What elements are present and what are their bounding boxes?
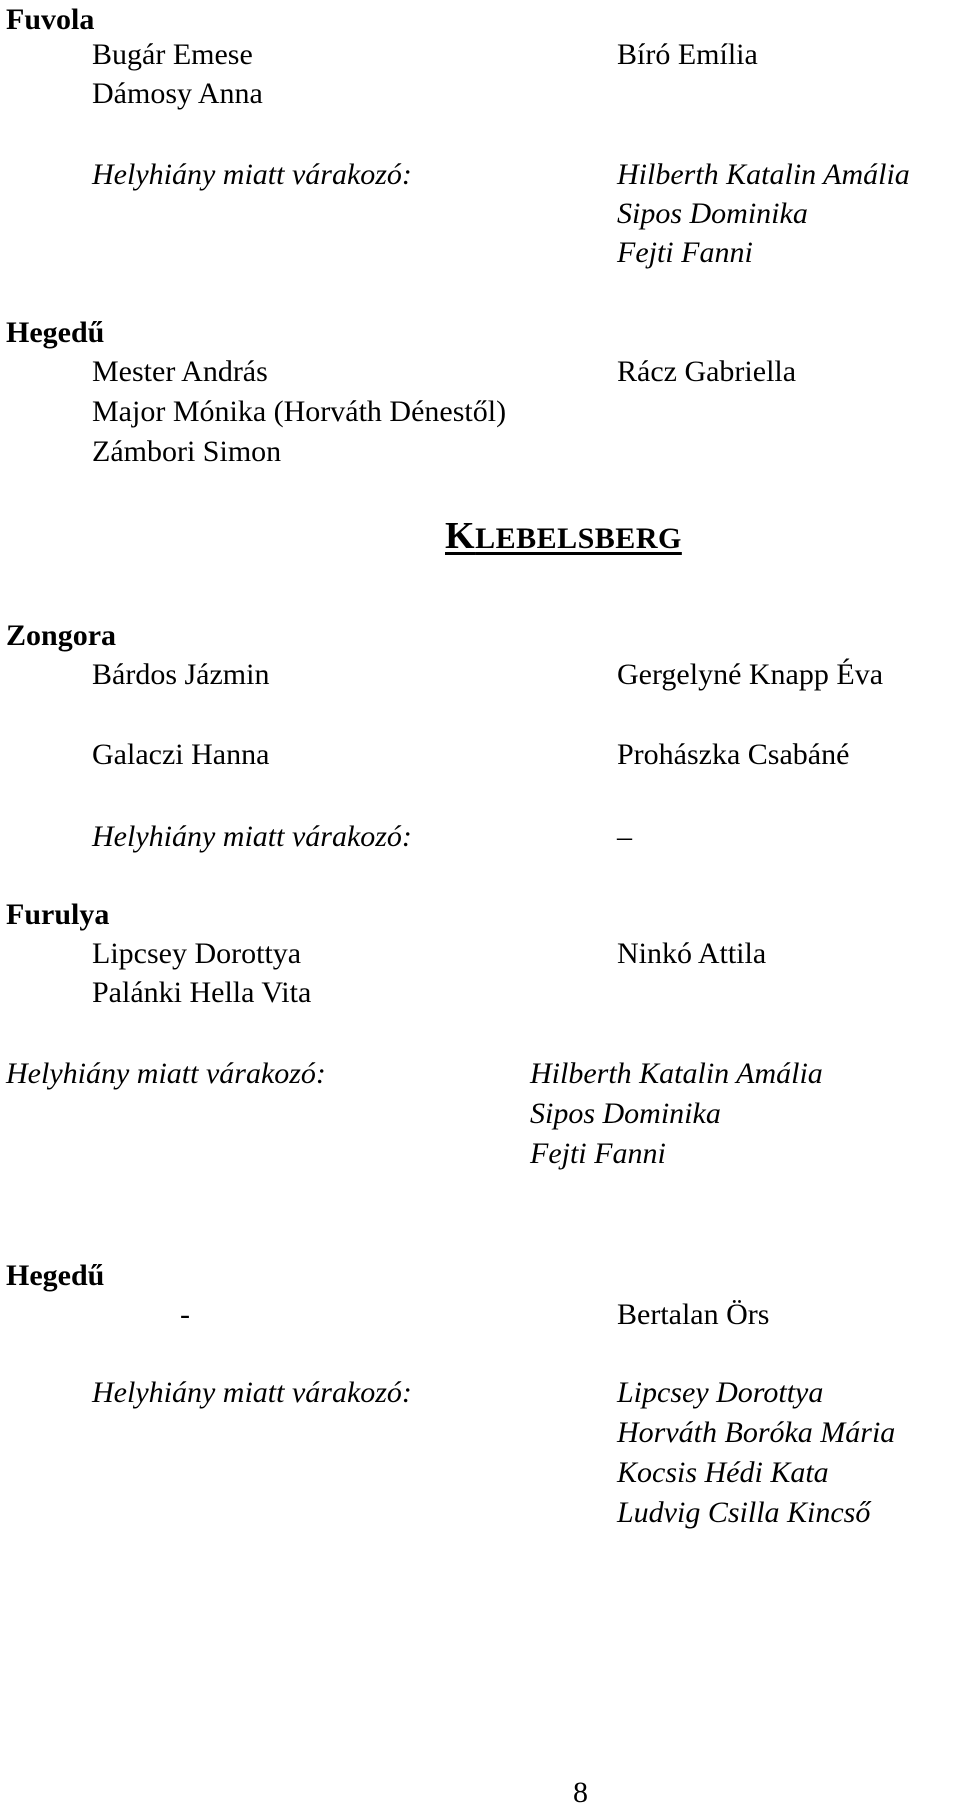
page-number: 8	[573, 1776, 588, 1809]
furulya-waiting-name: Sipos Dominika	[530, 1097, 721, 1130]
zongora-waiting-value: –	[617, 820, 632, 853]
fuvola-waiting-name: Fejti Fanni	[617, 236, 753, 269]
fuvola-student: Dámosy Anna	[92, 77, 263, 110]
school-title-initial: K	[445, 515, 476, 557]
furulya-waiting-label: Helyhiány miatt várakozó:	[6, 1057, 326, 1090]
section-heading-hegedu: Hegedű	[6, 316, 105, 349]
hegedu-student: Mester András	[92, 355, 268, 388]
fuvola-waiting-label: Helyhiány miatt várakozó:	[92, 158, 412, 191]
section-heading-furulya: Furulya	[6, 898, 110, 931]
section-heading-hegedu-2: Hegedű	[6, 1259, 105, 1292]
fuvola-student: Bugár Emese	[92, 38, 253, 71]
section-heading-fuvola: Fuvola	[6, 3, 95, 36]
zongora-student: Bárdos Jázmin	[92, 658, 270, 691]
hegedu-2-waiting-name: Kocsis Hédi Kata	[617, 1456, 829, 1489]
zongora-waiting-label: Helyhiány miatt várakozó:	[92, 820, 412, 853]
hegedu-teacher: Rácz Gabriella	[617, 355, 797, 388]
hegedu-2-waiting-name: Horváth Boróka Mária	[617, 1416, 896, 1449]
zongora-teacher: Prohászka Csabáné	[617, 738, 850, 771]
fuvola-teacher: Bíró Emília	[617, 38, 758, 71]
hegedu-student: Major Mónika (Horváth Dénestől)	[92, 395, 507, 428]
furulya-teacher: Ninkó Attila	[617, 937, 767, 970]
hegedu-2-waiting-name: Lipcsey Dorottya	[617, 1376, 824, 1409]
hegedu-2-waiting-label: Helyhiány miatt várakozó:	[92, 1376, 412, 1409]
hegedu-student: Zámbori Simon	[92, 435, 282, 468]
section-heading-zongora: Zongora	[6, 619, 117, 652]
school-title	[445, 516, 682, 559]
furulya-student: Palánki Hella Vita	[92, 976, 312, 1009]
hegedu-2-teacher: Bertalan Örs	[617, 1298, 770, 1331]
hegedu-2-student: -	[180, 1298, 190, 1331]
furulya-waiting-name: Hilberth Katalin Amália	[530, 1057, 823, 1090]
zongora-teacher: Gergelyné Knapp Éva	[617, 658, 884, 691]
school-title-rest: LEBELSBERG	[475, 522, 682, 555]
zongora-student: Galaczi Hanna	[92, 738, 270, 771]
fuvola-waiting-name: Sipos Dominika	[617, 197, 808, 230]
fuvola-waiting-name: Hilberth Katalin Amália	[617, 158, 910, 191]
furulya-student: Lipcsey Dorottya	[92, 937, 302, 970]
furulya-waiting-name: Fejti Fanni	[530, 1137, 666, 1170]
hegedu-2-waiting-name: Ludvig Csilla Kincső	[617, 1496, 871, 1529]
